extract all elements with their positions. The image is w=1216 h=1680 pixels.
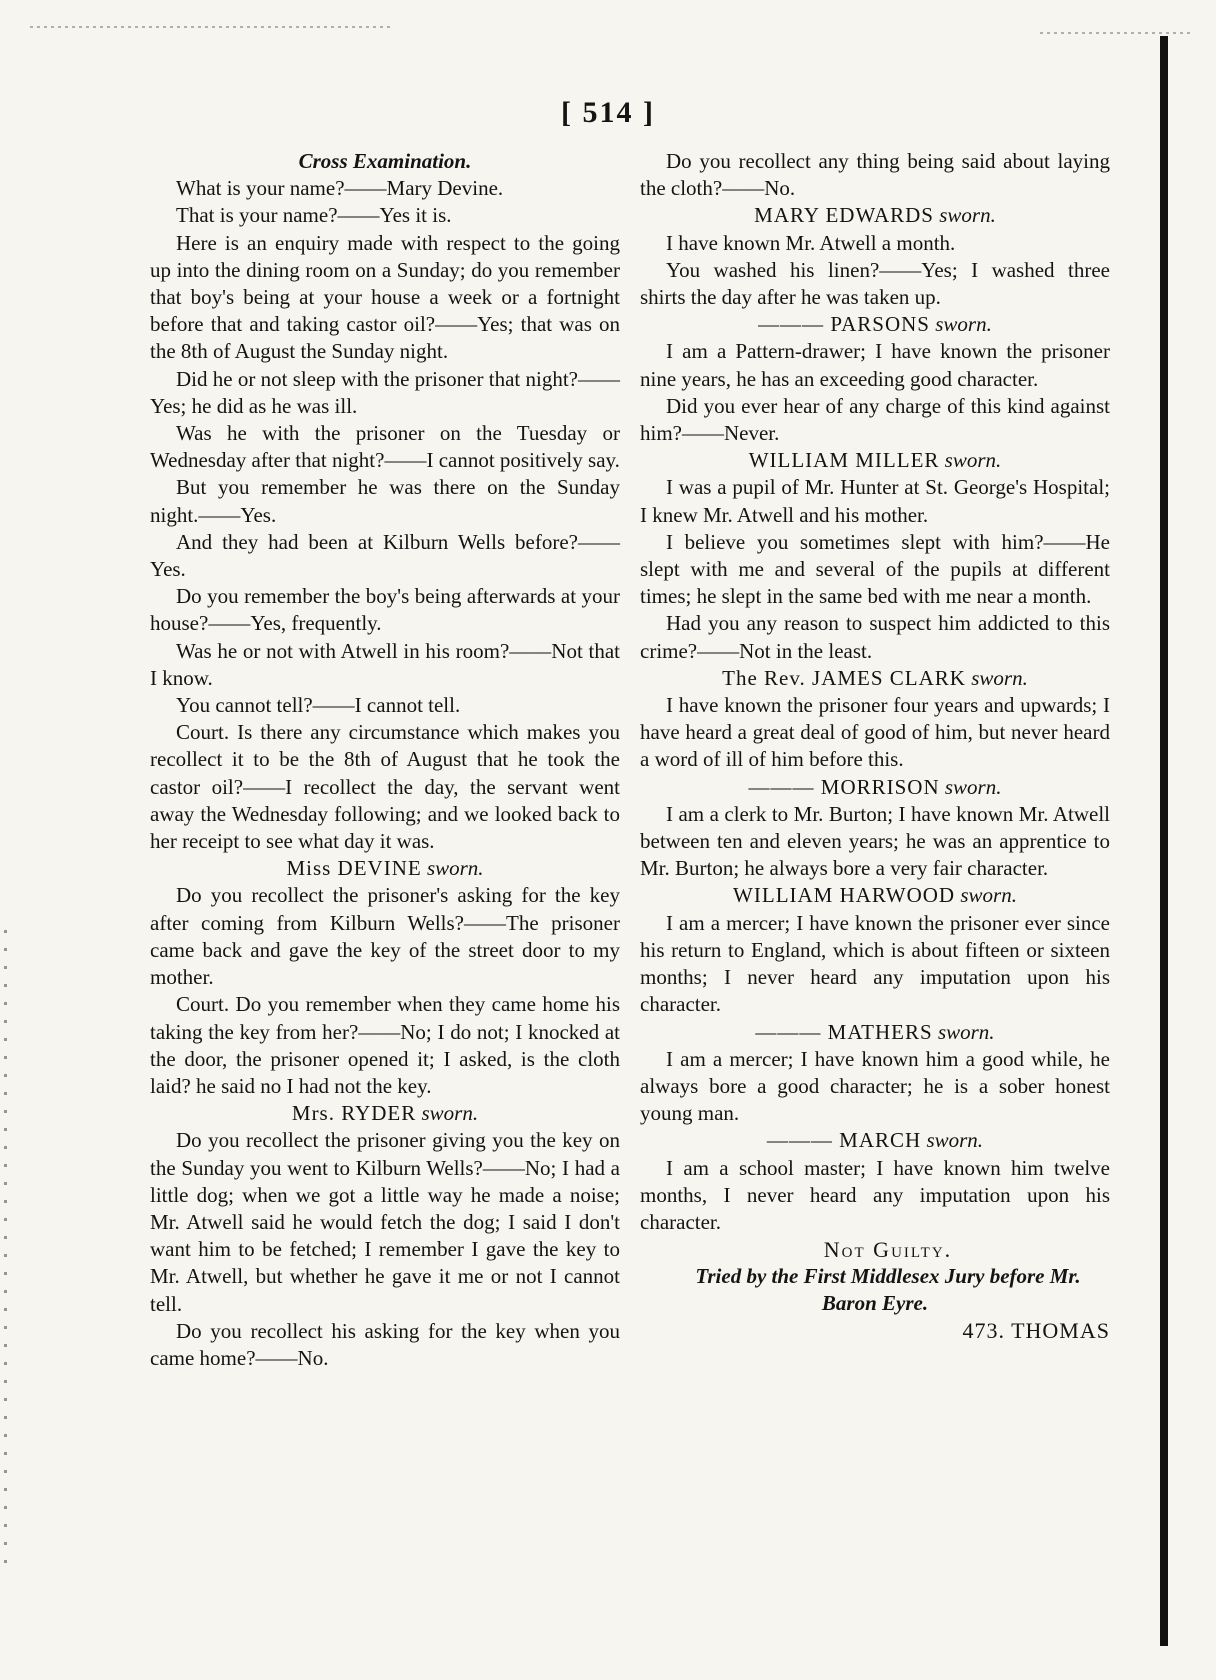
testimony-paragraph: Was he with the prisoner on the Tuesday or Wednesday after that night?——I cannot positively say. [150,421,620,473]
witness-name: WILLIAM HARWOOD [733,883,956,908]
witness-name: ——— PARSONS [758,312,930,337]
sworn-label: sworn. [944,774,1002,799]
sworn-label: sworn. [937,1019,995,1044]
page-edge-marks [4,930,7,1570]
testimony-paragraph: Do you recollect any thing being said about laying the cloth?——No. [640,149,1110,201]
testimony-paragraph: Was he or not with Atwell in his room?——Not that I know. [150,638,620,690]
testimony-paragraph: I am a Pattern-drawer; I have known the prisoner nine years, he has an exceeding good character. [640,339,1110,391]
witness-name: WILLIAM MILLER [748,448,940,473]
witness-name: Mrs. RYDER [291,1101,417,1126]
testimony-paragraph: And they had been at Kilburn Wells before?——Yes. [150,529,620,582]
testimony-paragraph: I am a mercer; I have known the prisoner ever since his return to England, which is about fifteen or sixteen months; I never heard any imputation upon his character. [640,910,1110,1017]
sworn-label: sworn. [960,883,1017,908]
sworn-label: sworn. [426,856,484,881]
witness-sworn-heading [150,855,620,882]
witness-sworn-heading [640,1019,1110,1046]
right-column [640,148,1110,1345]
testimony-paragraph: Do you recollect his asking for the key when you came home?——No. [150,1318,620,1370]
sworn-label: sworn. [944,448,1002,473]
testimony-paragraph: I believe you sometimes slept with him?——He slept with me and several of the pupils at different times; he slept in the same bed with me near a month. [640,529,1110,609]
print-specks-top-right [1040,32,1190,34]
witness-sworn-heading [640,774,1110,801]
sworn-label: sworn. [971,665,1028,690]
testimony-paragraph: Here is an enquiry made with respect to the going up into the dining room on a Sunday; do you remember that boy's being at your house a week or a fortnight before that and taking castor oil?——Yes; that was on the 8th of August the Sunday night. [150,230,620,364]
testimony-paragraph: I am a mercer; I have known him a good while, he always bore a good character; he is a sober honest young man. [640,1046,1110,1126]
sworn-label: sworn. [926,1128,984,1153]
testimony-paragraph: Court. Is there any circumstance which makes you recollect it to be the 8th of August that he took the castor oil?——I recollect the day, the servant went away the Wednesday following; and we looked back to her receipt to see what day it was. [150,720,620,854]
catchword: 473. THOMAS [962,1318,1110,1344]
testimony-paragraph: You cannot tell?——I cannot tell. [176,693,461,718]
page-number: [ 514 ] [561,96,655,129]
left-column [150,148,620,1372]
testimony-paragraph: I am a clerk to Mr. Burton; I have known Mr. Atwell between ten and eleven years; he was an apprentice to Mr. Burton; he always bore a very fair character. [640,801,1110,881]
testimony-paragraph: I have known the prisoner four years and upwards; I have heard a great deal of good of him, but never heard a word of ill of him before this. [640,693,1110,772]
testimony-paragraph: Did you ever hear of any charge of this kind against him?——Never. [640,393,1110,446]
testimony-paragraph: Do you remember the boy's being afterwards at your house?——Yes, frequently. [150,584,620,636]
testimony-paragraph: Did he or not sleep with the prisoner that night?——Yes; he did as he was ill. [150,366,620,418]
testimony-paragraph: Court. Do you remember when they came home his taking the key from her?——No; I do not; I knocked at the door, the prisoner opened it; I asked, is the cloth laid? he said no I had not the key. [150,992,620,1098]
witness-sworn-heading [640,1127,1110,1154]
print-specks-top-left [30,26,390,28]
sworn-label: sworn. [939,203,996,228]
testimony-paragraph: But you remember he was there on the Sunday night.——Yes. [150,475,620,527]
witness-sworn-heading [640,202,1110,229]
witness-sworn-heading [640,447,1110,474]
witness-name: ——— MATHERS [755,1019,933,1044]
testimony-paragraph: Had you any reason to suspect him addicted to this crime?——Not in the least. [640,611,1110,663]
witness-name: The Rev. JAMES CLARK [722,665,966,690]
witness-sworn-heading [640,882,1110,909]
witness-sworn-heading [150,1100,620,1127]
testimony-paragraph: What is your name?——Mary Devine. [176,176,504,201]
testimony-paragraph: That is your name?——Yes it is. [176,203,452,228]
page-edge-binding [1160,36,1168,1646]
verdict: Not Guilty. [823,1237,953,1263]
tried-by-note: Tried by the First Middlesex Jury before Mr. Baron Eyre. [695,1264,1081,1316]
witness-name: ——— MARCH [766,1128,922,1153]
section-heading: Cross Examination. [298,149,472,173]
testimony-paragraph: I was a pupil of Mr. Hunter at St. George's Hospital; I knew Mr. Atwell and his mother. [640,475,1110,527]
testimony-paragraph: I have known Mr. Atwell a month. [666,230,956,255]
testimony-paragraph: I am a school master; I have known him twelve months, I never heard any imputation upon his character. [640,1155,1110,1234]
witness-name: ——— MORRISON [748,774,940,799]
witness-sworn-heading [640,665,1110,692]
testimony-paragraph: Do you recollect the prisoner's asking for the key after coming from Kilburn Wells?——The prisoner came back and gave the key of the street door to my mother. [150,883,620,990]
witness-sworn-heading [640,311,1110,338]
sworn-label: sworn. [421,1101,479,1126]
sworn-label: sworn. [935,312,992,337]
right-column-body [640,148,1110,1236]
testimony-paragraph: You washed his linen?——Yes; I washed three shirts the day after he was taken up. [640,257,1110,310]
witness-name: MARY EDWARDS [754,203,934,228]
witness-name: Miss DEVINE [286,856,422,881]
testimony-paragraph: Do you recollect the prisoner giving you the key on the Sunday you went to Kilburn Wells?——No; I had a little dog; when we got a little way he made a noise; Mr. Atwell said he would fetch the dog; I said I don't want him to be fetched; I remember I gave the key to Mr. Atwell, but whether he gave it me or not I cannot tell. [150,1128,620,1316]
